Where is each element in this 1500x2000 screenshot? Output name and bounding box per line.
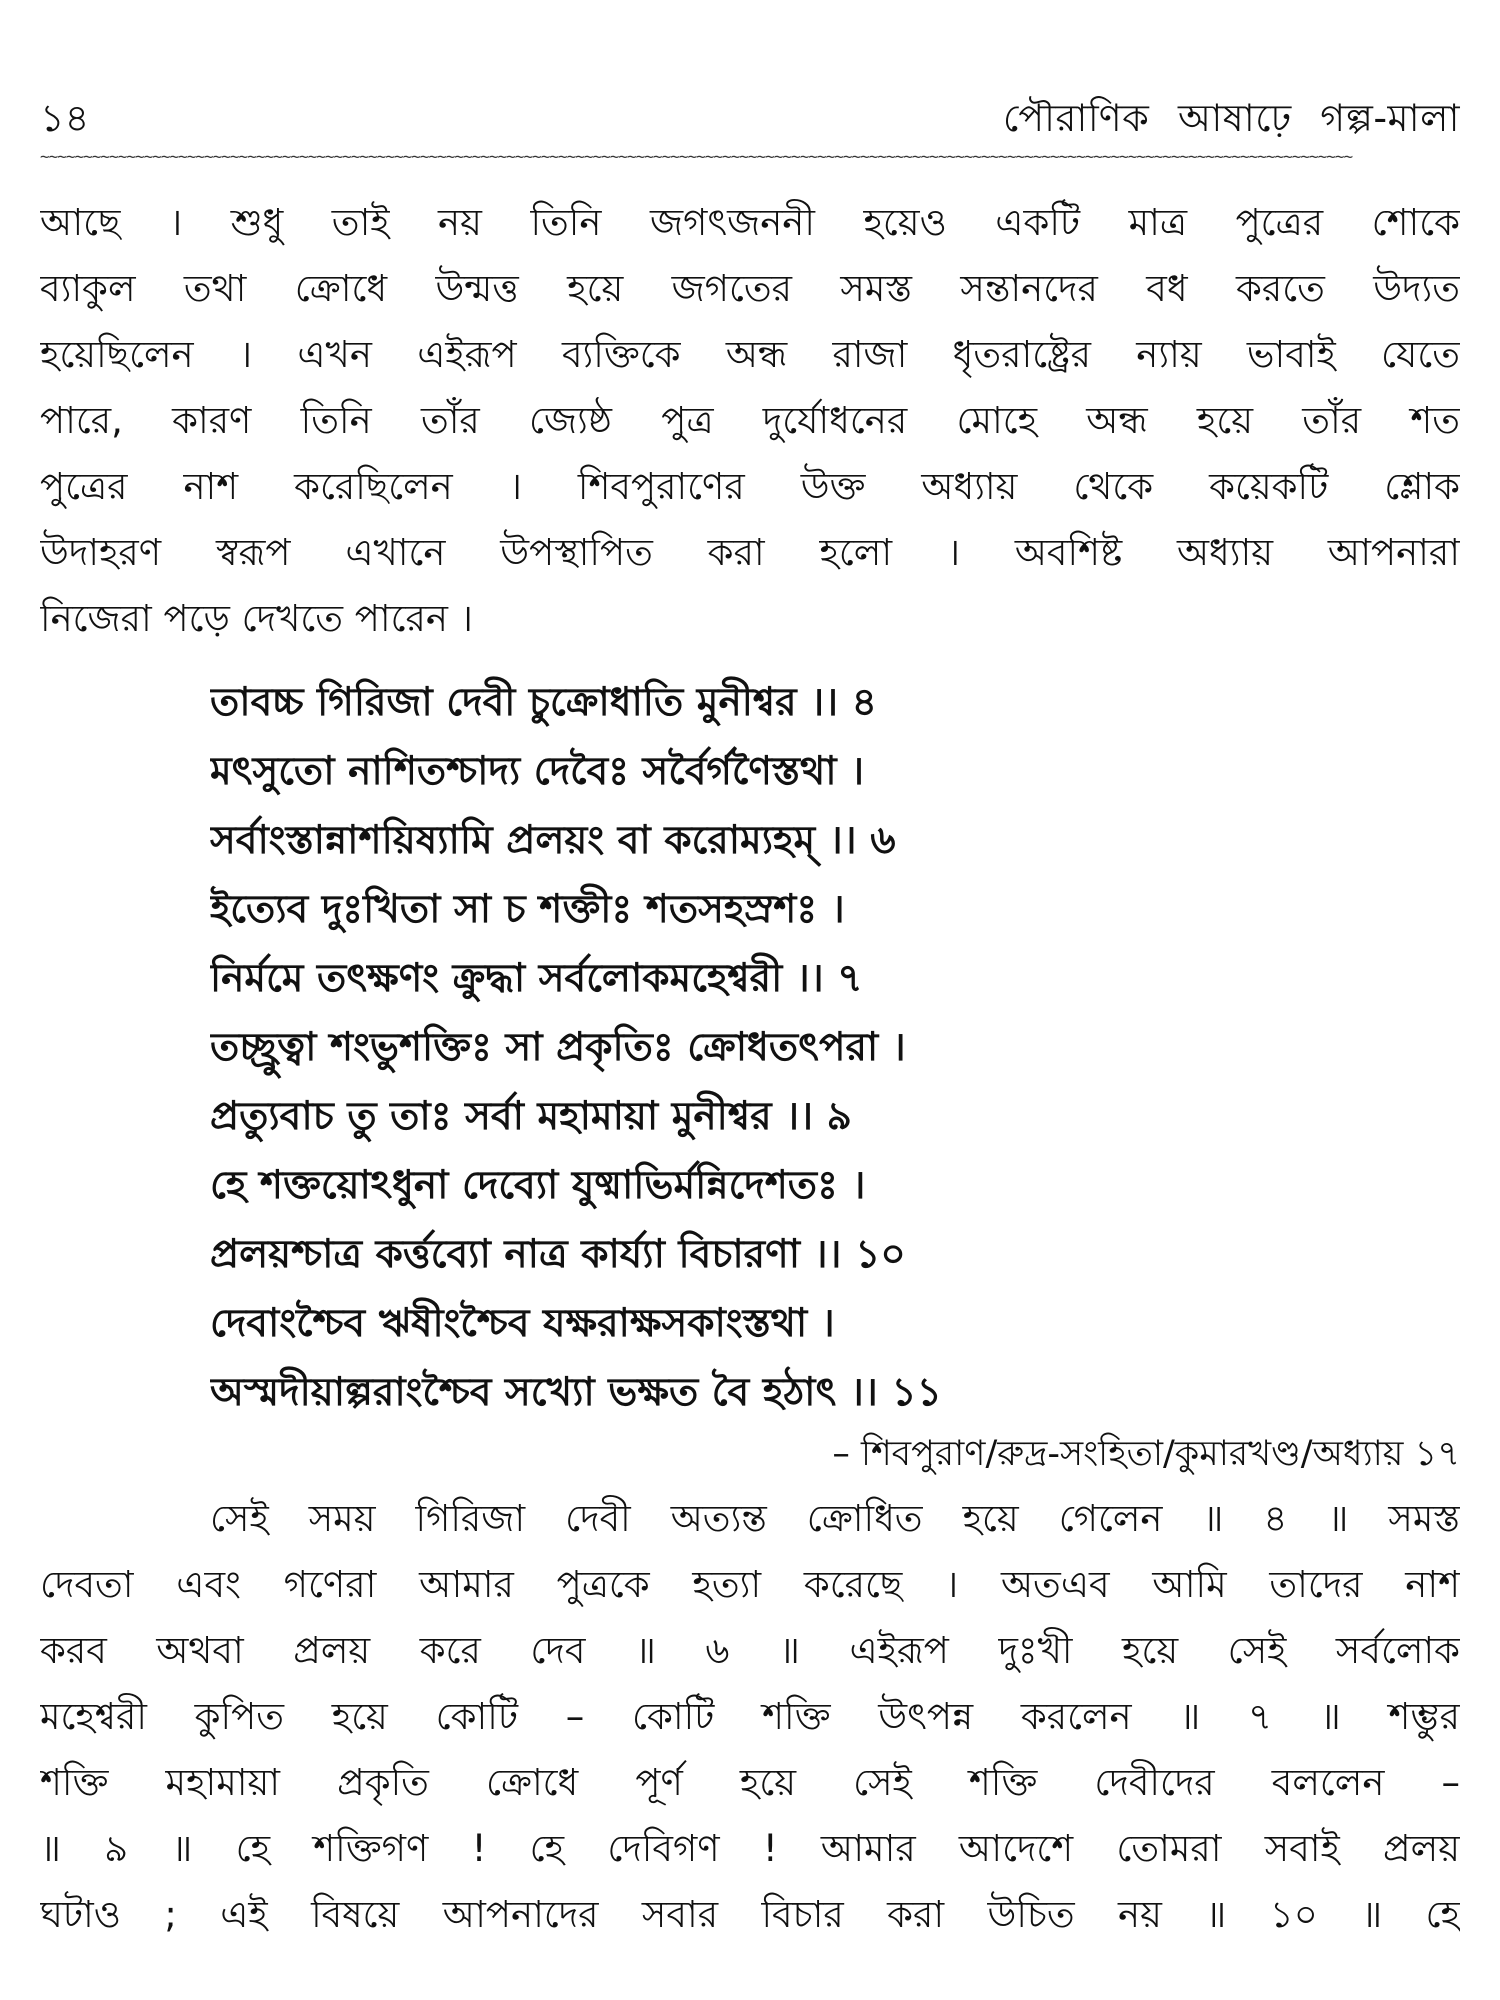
text-line: ব্যাকুল তথা ক্রোধে উন্মত্ত হয়ে জগতের সমস্ত সন্তানদের বধ করতে উদ্যত [40,267,1460,310]
page-header [40,88,1460,148]
text-line: হয়েছিলেন । এখন এইরূপ ব্যক্তিকে অন্ধ রাজা ধৃতরাষ্ট্রের ন্যায় ভাবাই যেতে [40,333,1460,376]
text-line: সেই সময় গিরিজা দেবী অত্যন্ত ক্রোধিত হয়ে গেলেন ॥ ৪ ॥ সমস্ত [210,1497,1460,1540]
verse-line: সর্বাংস্তান্নাশয়িষ্যামি প্রলয়ং বা করোম্যহম্ ।। ৬ [210,818,896,863]
text-line: দেবতা এবং গণেরা আমার পুত্রকে হত্যা করেছে । অতএব আমি তাদের নাশ [40,1563,1460,1606]
text-line: ॥ ৯ ॥ হে শক্তিগণ ! হে দেবিগণ ! আমার আদেশে তোমরা সবাই প্রলয় [40,1827,1460,1870]
verse-line: প্রলয়শ্চাত্র কর্ত্তব্যো নাত্র কার্য্যা বিচারণা ।। ১০ [210,1232,906,1277]
verse-line: হে শক্তয়োঽধুনা দেব্যো যুষ্মাভির্মন্নিদেশতঃ । [210,1163,866,1208]
text-line: করব অথবা প্রলয় করে দেব ॥ ৬ ॥ এইরূপ দুঃখী হয়ে সেই সর্বলোক [40,1629,1460,1672]
header-divider: ~~~~~~~~~~~~~~~~~~~~~~~~~~~~~~~~~~~~~~~~~~~~~~~~~~~~~~~~~~~~~~~~~~~~~~~~~~~~~~~~~~~~~~~~~~~~~~~~~~~~~~~~~~~~~~~~~~~~~~~~~~~~~~~~~~~~~~~~~~~~~~~~~~~~~~~~ [40,150,1353,164]
paragraph-intro [40,190,1460,652]
verse-line: নির্মমে তৎক্ষণং ক্রুদ্ধা সর্বলোকমহেশ্বরী ।। ৭ [210,956,863,1001]
verse-citation: – শিবপুরাণ/রুদ্র-সংহিতা/কুমারখণ্ড/অধ্যায় ১৭ [832,1434,1460,1474]
verse-line: মৎসুতো নাশিতশ্চাদ্য দেবৈঃ সর্বৈর্গণৈস্তথা । [210,749,865,794]
text-line: মহেশ্বরী কুপিত হয়ে কোটি – কোটি শক্তি উৎপন্ন করলেন ॥ ৭ ॥ শম্ভুর [40,1695,1460,1738]
verse-line: প্রত্যুবাচ তু তাঃ সর্বা মহামায়া মুনীশ্বর ।। ৯ [210,1094,852,1139]
text-line: ঘটাও ; এই বিষয়ে আপনাদের সবার বিচার করা উচিত নয় ॥ ১০ ॥ হে [40,1893,1460,1936]
text-line: পুত্রের নাশ করেছিলেন । শিবপুরাণের উক্ত অধ্যায় থেকে কয়েকটি শ্লোক [40,465,1460,508]
verse-line: দেবাংশ্চৈব ঋষীংশ্চৈব যক্ষরাক্ষসকাংস্তথা । [210,1301,835,1346]
verse-line: ইত্যেব দুঃখিতা সা চ শক্তীঃ শতসহস্রশঃ । [210,887,845,932]
running-title: পৌরাণিক আষাঢ়ে গল্প-মালা [1002,96,1460,140]
text-line: নিজেরা পড়ে দেখতে পারেন । [40,597,473,640]
page-number: ১৪ [40,96,90,140]
paragraph-translation [40,1486,1460,1948]
sanskrit-verses [210,668,1310,1427]
text-line: শক্তি মহামায়া প্রকৃতি ক্রোধে পূর্ণ হয়ে সেই শক্তি দেবীদের বললেন – [40,1761,1460,1804]
text-line: পারে, কারণ তিনি তাঁর জ্যেষ্ঠ পুত্র দুর্যোধনের মোহে অন্ধ হয়ে তাঁর শত [40,399,1460,442]
verse-line: তচ্ছ্রুত্বা শংভুশক্তিঃ সা প্রকৃতিঃ ক্রোধতৎপরা । [210,1025,906,1070]
text-line: উদাহরণ স্বরূপ এখানে উপস্থাপিত করা হলো । অবশিষ্ট অধ্যায় আপনারা [40,531,1460,574]
text-line: আছে । শুধু তাই নয় তিনি জগৎজননী হয়েও একটি মাত্র পুত্রের শোকে [40,201,1460,244]
verse-line: অস্মদীয়াল্পরাংশ্চৈব সখ্যো ভক্ষত বৈ হঠাৎ ।। ১১ [210,1370,942,1415]
verse-line: তাবচ্চ গিরিজা দেবী চুক্রোধাতি মুনীশ্বর ।। ৪ [210,680,877,725]
